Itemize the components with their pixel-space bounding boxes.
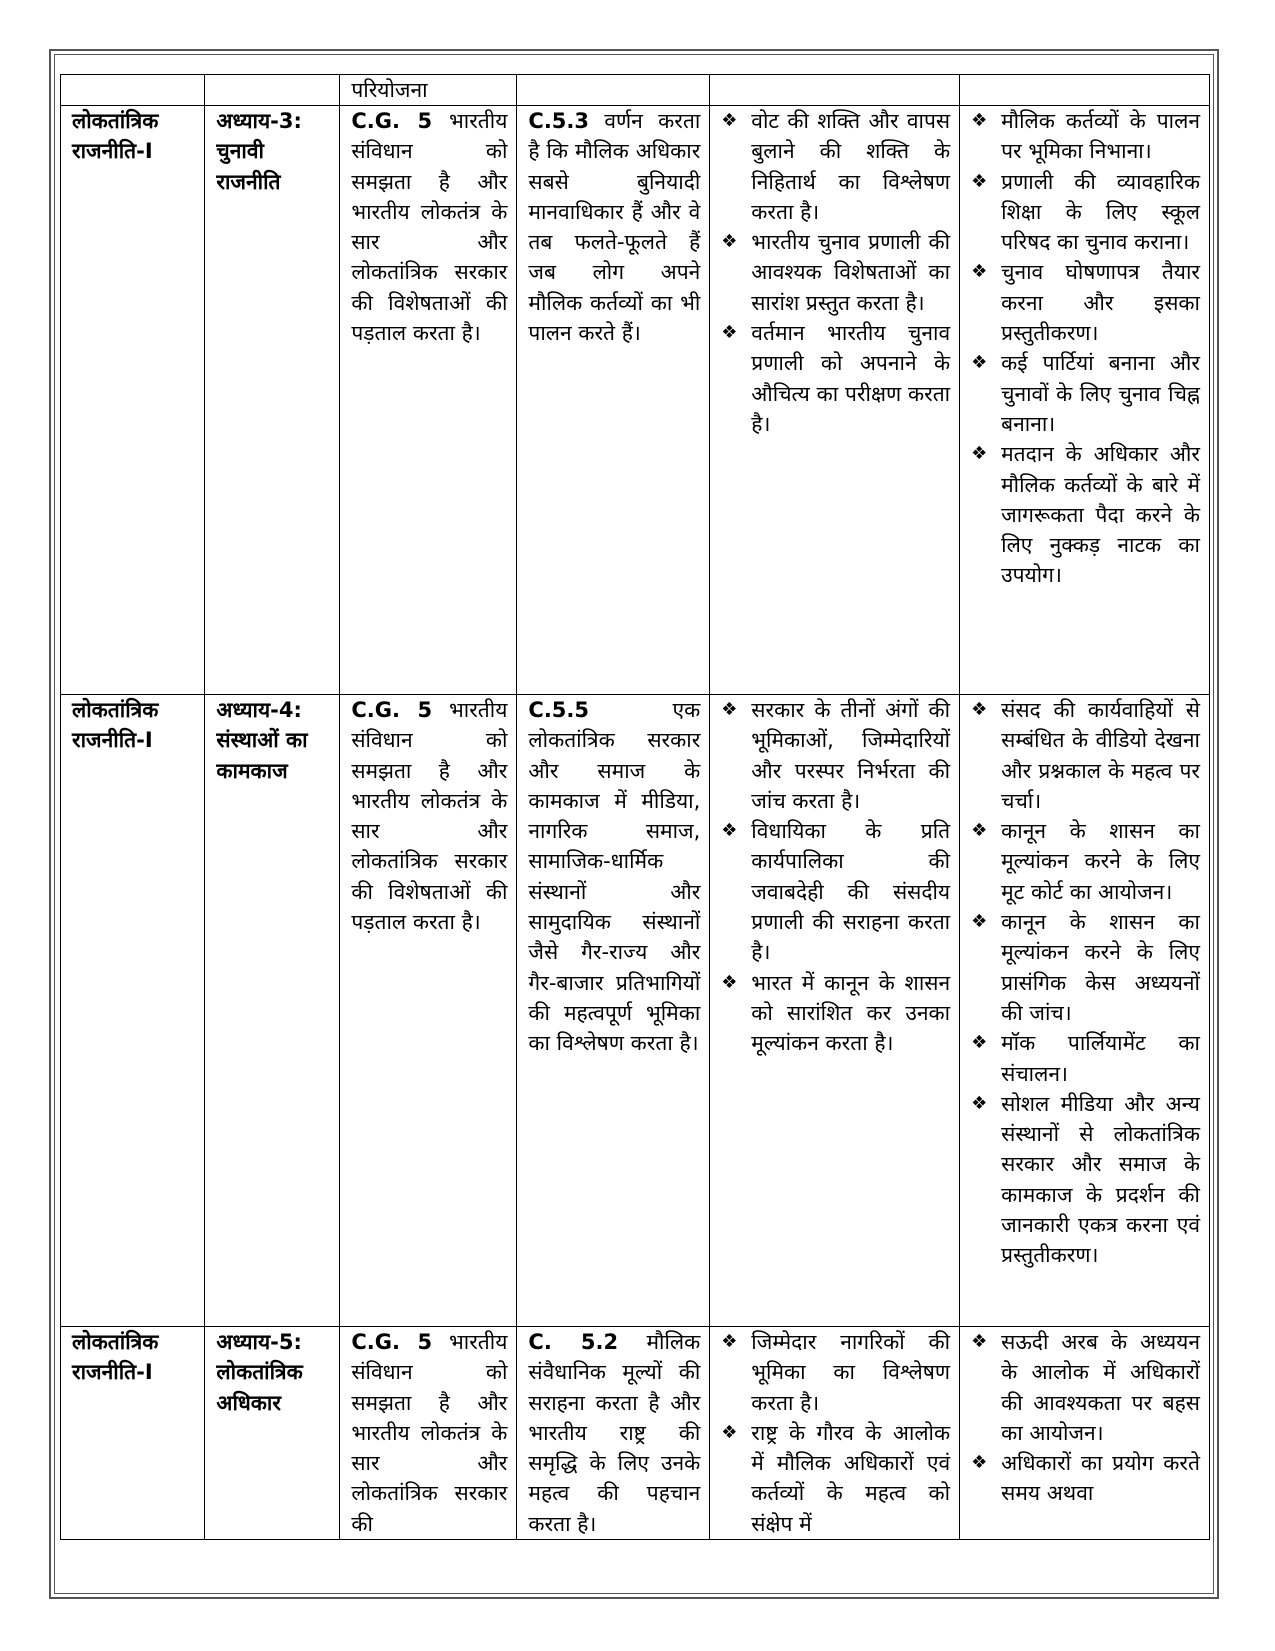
outcome-item: ❖ जिम्मेदार नागरिकों की भूमिका का विश्लेषण करता है।: [721, 1327, 950, 1418]
chapter-cell: अध्याय-3: चुनावी राजनीति: [205, 106, 340, 695]
cg-text: भारतीय संविधान को समझता है और भारतीय लोकतंत्र के सार और लोकतांत्रिक सरकार की विशेषताओं की पड़ताल करता है।: [351, 698, 508, 935]
bullet-icon: ❖: [971, 110, 988, 131]
chapter-cell: अध्याय-4: संस्थाओं का कामकाज: [205, 695, 340, 1327]
outcome-item: ❖ राष्ट्र के गौरव के आलोक में मौलिक अधिकारों एवं कर्तव्यों के महत्व को संक्षेप में: [721, 1418, 950, 1539]
activity-item: ❖ चुनाव घोषणापत्र तैयार करना और इसका प्रस्तुतीकरण।: [971, 257, 1200, 348]
activity-item: ❖ मतदान के अधिकार और मौलिक कर्तव्यों के बारे में जागरूकता पैदा करने के लिए नुक्कड़ नाटक का उपयोग।: [971, 439, 1200, 590]
bullet-icon: ❖: [721, 1421, 738, 1443]
activity-item: ❖ अधिकारों का प्रयोग करते समय अथवा: [971, 1448, 1200, 1509]
activity-item: ❖ सऊदी अरब के अध्ययन के आलोक में अधिकारों की आवश्यकता पर बहस का आयोजन।: [971, 1327, 1200, 1448]
bullet-icon: ❖: [721, 1331, 738, 1352]
bullet-icon: ❖: [971, 699, 988, 720]
chapter-cell: अध्याय-5: लोकतांत्रिक अधिकार: [205, 1327, 340, 1540]
lo-text: मौलिक संवैधानिक मूल्यों की सराहना करता है और भारतीय राष्ट्र की समृद्धि के लिए उनके महत्व की पहचान करता है।: [528, 1330, 701, 1536]
activity-item: ❖ संसद की कार्यवाहियों से सम्बंधित के वीडियो देखना और प्रश्नकाल के महत्व पर चर्चा।: [971, 695, 1200, 816]
header-cell-5: [710, 75, 960, 106]
activity-item: ❖ कई पार्टियां बनाना और चुनावों के लिए चुनाव चिह्न बनाना।: [971, 348, 1200, 439]
outcome-item: ❖ सरकार के तीनों अंगों की भूमिकाओं, जिम्मेदारियों और परस्पर निर्भरता की जांच करता है।: [721, 695, 950, 816]
header-project-text: परियोजना: [351, 78, 428, 102]
curricular-goal-cell: [340, 695, 517, 1327]
outcome-item: ❖ भारत में कानून के शासन को सारांशित कर उनका मूल्यांकन करता है।: [721, 968, 950, 1059]
outcomes-cell: [710, 695, 960, 1327]
activity-item: ❖ मॉक पार्लियामेंट का संचालन।: [971, 1028, 1200, 1089]
outcome-item: ❖ भारतीय चुनाव प्रणाली की आवश्यक विशेषताओं का सारांश प्रस्तुत करता है।: [721, 227, 950, 318]
bullet-icon: ❖: [721, 820, 738, 842]
outcomes-cell: [710, 1327, 960, 1540]
lo-code: C. 5.2: [528, 1330, 619, 1354]
lo-code: C.5.5: [528, 698, 589, 722]
activities-cell: [960, 1327, 1210, 1540]
activity-item: ❖ सोशल मीडिया और अन्य संस्थानों से लोकतांत्रिक सरकार और समाज के कामकाज के प्रदर्शन की जानकारी एकत्र करना एवं प्रस्तुतीकरण।: [971, 1089, 1200, 1271]
bullet-icon: ❖: [971, 1452, 988, 1474]
curriculum-table: [60, 74, 1210, 1540]
bullet-icon: ❖: [971, 911, 988, 933]
outcome-item: ❖ वर्तमान भारतीय चुनाव प्रणाली को अपनाने के औचित्य का परीक्षण करता है।: [721, 318, 950, 439]
bullet-icon: ❖: [721, 231, 738, 253]
curricular-goal-cell: [340, 106, 517, 695]
lo-text: एक लोकतांत्रिक सरकार और समाज के कामकाज में मीडिया, नागरिक समाज, सामाजिक-धार्मिक संस्थानों और सामुदायिक संस्थानों जैसे गैर-राज्य और गैर-बाजार प्रतिभागियों की महत्वपूर्ण भूमिका का विश्लेषण करता है।: [528, 698, 701, 1056]
lo-text: वर्णन करता है कि मौलिक अधिकार सबसे बुनियादी मानवाधिकार हैं और वे तब फलते-फूलते हैं जब लोग अपने मौलिक कर्तव्यों का भी पालन करते हैं।: [528, 109, 701, 346]
bullet-icon: ❖: [721, 699, 738, 720]
bullet-icon: ❖: [971, 443, 988, 465]
domain-cell: लोकतांत्रिक राजनीति-I: [61, 106, 205, 695]
competency-cell: [517, 106, 710, 695]
bullet-icon: ❖: [971, 261, 988, 283]
curricular-goal-cell: [340, 1327, 517, 1540]
outcome-item: ❖ विधायिका के प्रति कार्यपालिका की जवाबदेही की संसदीय प्रणाली की सराहना करता है।: [721, 816, 950, 967]
cg-text: भारतीय संविधान को समझता है और भारतीय लोकतंत्र के सार और लोकतांत्रिक सरकार की: [351, 1330, 508, 1536]
table-row: [61, 1327, 1210, 1540]
activity-item: ❖ कानून के शासन का मूल्यांकन करने के लिए प्रासंगिक केस अध्ययनों की जांच।: [971, 907, 1200, 1028]
table-row: [61, 695, 1210, 1327]
lo-code: C.5.3: [528, 109, 589, 133]
bullet-icon: ❖: [721, 110, 738, 131]
bullet-icon: ❖: [971, 352, 988, 374]
table-row: [61, 106, 1210, 695]
activity-item: ❖ मौलिक कर्तव्यों के पालन पर भूमिका निभाना।: [971, 106, 1200, 167]
header-cell-3: [340, 75, 517, 106]
outcome-item: ❖ वोट की शक्ति और वापस बुलाने की शक्ति के निहितार्थ का विश्लेषण करता है।: [721, 106, 950, 227]
domain-cell: लोकतांत्रिक राजनीति-I: [61, 1327, 205, 1540]
header-cell-2: [205, 75, 340, 106]
activity-item: ❖ प्रणाली की व्यावहारिक शिक्षा के लिए स्कूल परिषद का चुनाव कराना।: [971, 167, 1200, 258]
bullet-icon: ❖: [971, 1032, 988, 1054]
header-cell-4: [517, 75, 710, 106]
bullet-icon: ❖: [971, 1092, 988, 1114]
table-header-row-continued: [61, 75, 1210, 106]
competency-cell: [517, 1327, 710, 1540]
bullet-icon: ❖: [971, 170, 988, 192]
cg-code: C.G. 5: [351, 1330, 433, 1354]
outcomes-cell: [710, 106, 960, 695]
cg-text: भारतीय संविधान को समझता है और भारतीय लोकतंत्र के सार और लोकतांत्रिक सरकार की विशेषताओं की पड़ताल करता है।: [351, 109, 508, 346]
competency-cell: [517, 695, 710, 1327]
activities-cell: [960, 106, 1210, 695]
cg-code: C.G. 5: [351, 109, 433, 133]
bullet-icon: ❖: [971, 820, 988, 842]
bullet-icon: ❖: [721, 971, 738, 993]
header-cell-1: [61, 75, 205, 106]
activities-cell: [960, 695, 1210, 1327]
bullet-icon: ❖: [721, 322, 738, 344]
bullet-icon: ❖: [971, 1331, 988, 1352]
activity-item: ❖ कानून के शासन का मूल्यांकन करने के लिए मूट कोर्ट का आयोजन।: [971, 816, 1200, 907]
header-cell-6: [960, 75, 1210, 106]
domain-cell: लोकतांत्रिक राजनीति-I: [61, 695, 205, 1327]
cg-code: C.G. 5: [351, 698, 433, 722]
